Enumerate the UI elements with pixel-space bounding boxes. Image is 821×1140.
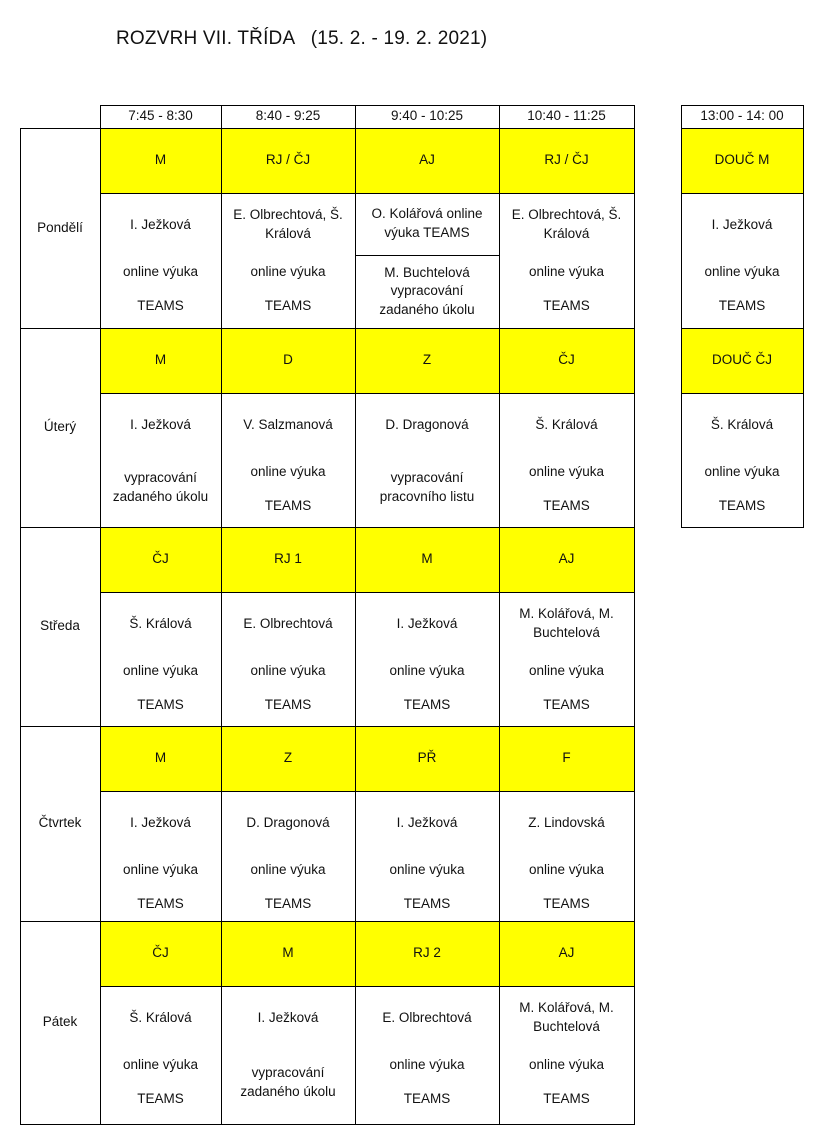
teacher-cell: V. Salzmanová	[243, 416, 333, 432]
teacher-cell: Š. Králová	[129, 1009, 192, 1025]
mode-cell: TEAMS	[543, 895, 590, 911]
extra-mode-cell: TEAMS	[718, 497, 766, 513]
mode-cell: TEAMS	[264, 895, 312, 911]
grid-line	[803, 105, 804, 527]
extra-teacher-cell: Š. Králová	[710, 416, 774, 432]
teacher-cell: E. Olbrechtová	[243, 615, 333, 631]
mode-cell: TEAMS	[264, 497, 312, 513]
day-label: Pátek	[42, 1014, 78, 1030]
grid-line	[100, 105, 101, 1124]
teacher-cell: Š. Králová	[129, 615, 192, 631]
grid-line	[681, 105, 682, 527]
time-header-extra: 13:00 - 14: 00	[700, 108, 784, 124]
mode-cell: vypracování zadaného úkolu	[240, 1065, 336, 1099]
grid-line	[499, 105, 500, 1124]
grid-line	[100, 986, 635, 987]
extra-mode-cell: online výuka	[704, 263, 780, 279]
mode-cell: online výuka	[250, 263, 326, 279]
mode-cell: TEAMS	[543, 1090, 590, 1106]
teacher-cell: Z. Lindovská	[528, 814, 605, 830]
mode-cell: online výuka	[528, 861, 605, 877]
mode-cell: online výuka	[389, 861, 465, 877]
subject-cell: F	[562, 750, 571, 766]
mode-cell: online výuka	[389, 662, 465, 678]
teacher-cell: I. Ježková	[396, 814, 458, 830]
page-title: ROZVRH VII. TŘÍDA (15. 2. - 19. 2. 2021)	[116, 28, 488, 49]
subject-cell: PŘ	[417, 750, 437, 766]
time-header: 9:40 - 10:25	[390, 108, 464, 124]
subject-cell: ČJ	[152, 551, 169, 567]
mode-cell: TEAMS	[403, 895, 451, 911]
teacher-cell: E. Olbrechtová, Š. Králová	[233, 207, 343, 241]
grid-line	[20, 128, 21, 1124]
grid-line	[20, 527, 635, 528]
teacher-cell: I. Ježková	[130, 416, 191, 432]
mode-cell: TEAMS	[137, 696, 184, 712]
mode-cell: online výuka	[528, 463, 605, 479]
grid-line	[20, 921, 635, 922]
teacher-cell: E. Olbrechtová	[382, 1009, 472, 1025]
subject-cell: M	[154, 352, 167, 368]
subject-cell: Z	[422, 352, 432, 368]
mode-cell: online výuka	[528, 263, 605, 279]
grid-line	[20, 1124, 635, 1125]
time-header: 7:45 - 8:30	[128, 108, 193, 124]
grid-line	[634, 105, 635, 1124]
grid-line	[681, 328, 804, 329]
extra-teacher-cell: I. Ježková	[711, 216, 773, 232]
day-label: Úterý	[43, 419, 77, 435]
teacher-cell: O. Kolářová online výuka TEAMS	[371, 206, 483, 240]
mode-cell: TEAMS	[403, 696, 451, 712]
subject-cell: AJ	[558, 945, 575, 961]
mode-cell: M. Buchtelová vypracování zadaného úkolu	[379, 264, 475, 317]
mode-cell: online výuka	[389, 1056, 465, 1072]
mode-cell: online výuka	[528, 662, 605, 678]
grid-line	[100, 592, 635, 593]
mode-cell: online výuka	[250, 662, 326, 678]
teacher-cell: I. Ježková	[130, 216, 191, 232]
subject-cell: RJ 1	[274, 551, 302, 567]
mode-cell: vypracování pracovního listu	[379, 470, 475, 504]
grid-line	[355, 255, 499, 256]
teacher-cell: D. Dragonová	[385, 416, 469, 432]
subject-cell: ČJ	[558, 352, 575, 368]
mode-cell: online výuka	[122, 861, 199, 877]
grid-line	[681, 105, 804, 106]
extra-subject-cell: DOUČ ČJ	[712, 352, 772, 368]
subject-cell: RJ 2	[413, 945, 441, 961]
mode-cell: TEAMS	[543, 497, 590, 513]
day-label: Středa	[40, 618, 80, 634]
subject-cell: M	[421, 551, 433, 567]
subject-cell: RJ / ČJ	[544, 152, 589, 168]
day-label: Čtvrtek	[38, 815, 82, 831]
subject-cell: ČJ	[152, 945, 169, 961]
teacher-cell: Š. Králová	[535, 416, 598, 432]
teacher-cell: I. Ježková	[257, 1009, 319, 1025]
mode-cell: online výuka	[122, 1056, 199, 1072]
grid-line	[100, 791, 635, 792]
grid-line	[100, 193, 635, 194]
teacher-cell: D. Dragonová	[246, 814, 330, 830]
teacher-cell: E. Olbrechtová, Š. Králová	[511, 207, 622, 241]
mode-cell: TEAMS	[543, 696, 590, 712]
extra-subject-cell: DOUČ M	[714, 152, 770, 168]
teacher-cell: I. Ježková	[396, 615, 458, 631]
grid-line	[681, 128, 804, 129]
mode-cell: online výuka	[528, 1056, 605, 1072]
subject-cell: M	[282, 945, 294, 961]
subject-cell: Z	[283, 750, 293, 766]
subject-cell: AJ	[558, 551, 575, 567]
grid-line	[681, 393, 804, 394]
grid-line	[355, 105, 356, 1124]
day-label: Pondělí	[37, 219, 83, 235]
grid-line	[100, 393, 635, 394]
mode-cell: TEAMS	[403, 1090, 451, 1106]
subject-cell: RJ / ČJ	[265, 152, 311, 168]
grid-line	[681, 527, 804, 528]
mode-cell: TEAMS	[543, 297, 590, 313]
subject-cell: M	[154, 750, 167, 766]
subject-cell: M	[154, 152, 167, 168]
mode-cell: TEAMS	[137, 297, 184, 313]
mode-cell: online výuka	[122, 263, 199, 279]
mode-cell: TEAMS	[137, 1090, 184, 1106]
subject-cell: D	[283, 352, 293, 368]
time-header: 10:40 - 11:25	[527, 108, 606, 124]
grid-line	[20, 726, 635, 727]
grid-line	[20, 128, 635, 129]
time-header: 8:40 - 9:25	[255, 108, 321, 124]
mode-cell: online výuka	[122, 662, 199, 678]
grid-line	[20, 328, 635, 329]
mode-cell: online výuka	[250, 861, 326, 877]
extra-mode-cell: TEAMS	[718, 297, 766, 313]
teacher-cell: I. Ježková	[130, 814, 191, 830]
mode-cell: online výuka	[250, 463, 326, 479]
teacher-cell: M. Kolářová, M. Buchtelová	[519, 606, 614, 640]
grid-line	[681, 193, 804, 194]
subject-cell: AJ	[419, 152, 435, 168]
teacher-cell: M. Kolářová, M. Buchtelová	[519, 1000, 614, 1034]
mode-cell: vypracování zadaného úkolu	[112, 470, 209, 504]
mode-cell: TEAMS	[264, 297, 312, 313]
extra-mode-cell: online výuka	[704, 463, 780, 479]
grid-line	[100, 105, 635, 106]
grid-line	[221, 105, 222, 1124]
mode-cell: TEAMS	[137, 895, 184, 911]
mode-cell: TEAMS	[264, 696, 312, 712]
